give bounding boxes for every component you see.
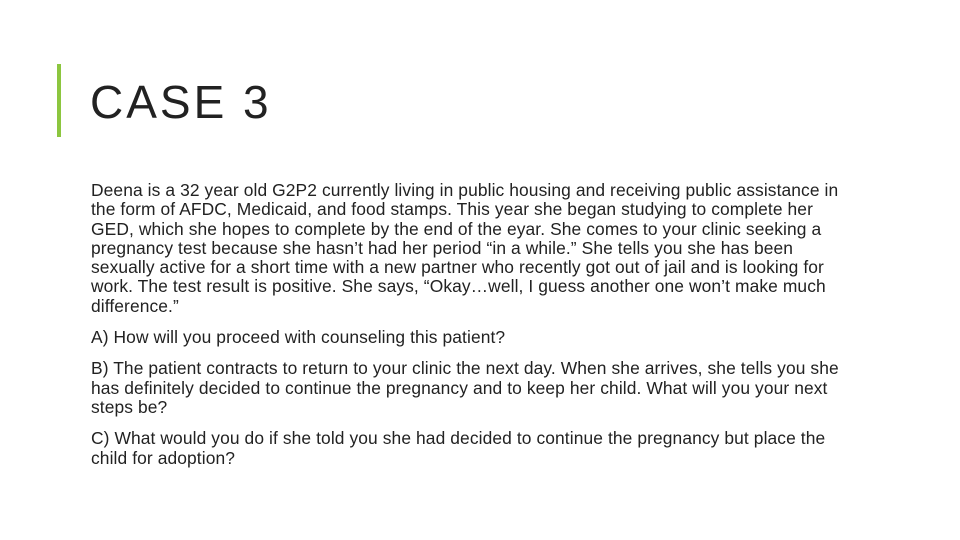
slide-title: CASE 3: [90, 76, 272, 128]
question-a: A) How will you proceed with counseling this patient?: [91, 327, 506, 348]
title-accent-bar: [57, 64, 61, 137]
slide-body: [91, 181, 846, 480]
question-b: B) The patient contracts to return to your clinic the next day. When she arrives, she tells you she has definitely decided to continue the pregnancy and to keep her child. What will you your next steps be?: [91, 358, 839, 417]
case-description: Deena is a 32 year old G2P2 currently living in public housing and receiving public assistance in the form of AFDC, Medicaid, and food stamps. This year she began studying to complete her GED, which she hopes to complete by the end of the eyar. She comes to your clinic seeking a pregnancy test because she hasn’t had her period “in a while.” She tells you she has been sexually active for a short time with a new partner who recently got out of jail and is looking for work. The test result is positive. She says, “Okay…well, I guess another one won’t make much difference.”: [91, 180, 839, 316]
question-c: C) What would you do if she told you she had decided to continue the pregnancy but place the child for adoption?: [91, 428, 826, 468]
